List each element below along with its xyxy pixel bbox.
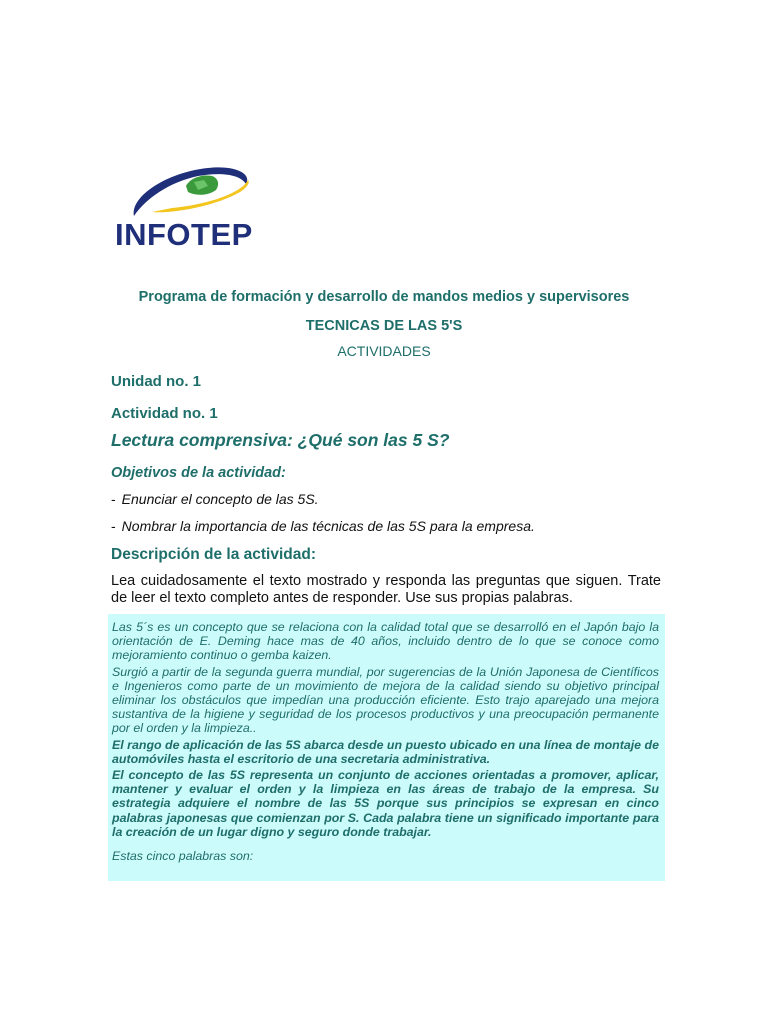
subject-title: TECNICAS DE LAS 5'S	[305, 318, 463, 334]
infotep-logo	[112, 160, 277, 255]
section-title: ACTIVIDADES	[337, 343, 431, 359]
objective-item	[111, 518, 535, 534]
logo-swoosh-icon	[112, 160, 277, 222]
objetivos-title: Objetivos de la actividad:	[111, 465, 286, 481]
actividad-label: Actividad no. 1	[111, 405, 218, 422]
lectura-title: Lectura comprensiva: ¿Qué son las 5 S?	[111, 430, 450, 450]
logo-text: INFOTEP	[115, 217, 253, 252]
reading-paragraph: Estas cinco palabras son:	[112, 849, 254, 864]
dash-bullet: -	[111, 491, 116, 507]
dash-bullet: -	[111, 518, 116, 534]
unidad-label: Unidad no. 1	[111, 373, 201, 390]
reading-paragraph: Surgió a partir de la segunda guerra mundial, por sugerencias de la Unión Japonesa de Científicos e Ingenieros como parte de un movimiento de mejora de la calidad siendo su objetivo principal eliminar los obstáculos que impedían una producción eficiente. Esto trajo aparejado una mejora sustantiva de la higiene y seguridad de los procesos productivos y una preocupación permanente por el orden y la limpieza..	[112, 664, 659, 736]
objective-text: Nombrar la importancia de las técnicas de las 5S para la empresa.	[121, 518, 535, 534]
program-title: Programa de formación y desarrollo de mandos medios y supervisores	[138, 289, 630, 305]
reading-box	[108, 614, 665, 881]
descripcion-title: Descripción de la actividad:	[111, 546, 317, 563]
descripcion-text: Lea cuidadosamente el texto mostrado y responda las preguntas que siguen. Trate de leer el texto completo antes de responder. Use sus propias palabras.	[111, 573, 661, 606]
reading-paragraph: El concepto de las 5S representa un conjunto de acciones orientadas a promover, aplicar, mantener y evaluar el orden y la limpieza en las áreas de trabajo de la empresa. Su estrategia adquiere el nombre de las 5S porque sus principios se expresan en cinco palabras japonesas que comienzan por S. Cada palabra tiene un significado importante para la creación de un lugar digno y seguro donde trabajar.	[112, 768, 659, 839]
objective-text: Enunciar el concepto de las 5S.	[121, 491, 319, 507]
objective-item	[111, 491, 319, 507]
reading-paragraph: El rango de aplicación de las 5S abarca desde un puesto ubicado en una línea de montaje de automóviles hasta el escritorio de una secretaria administrativa.	[112, 737, 659, 766]
reading-paragraph: Las 5´s es un concepto que se relaciona con la calidad total que se desarrolló en el Japón bajo la orientación de E. Deming hace mas de 40 años, incluido dentro de lo que se conoce como mejoramiento continuo o gemba kaizen.	[112, 620, 659, 663]
